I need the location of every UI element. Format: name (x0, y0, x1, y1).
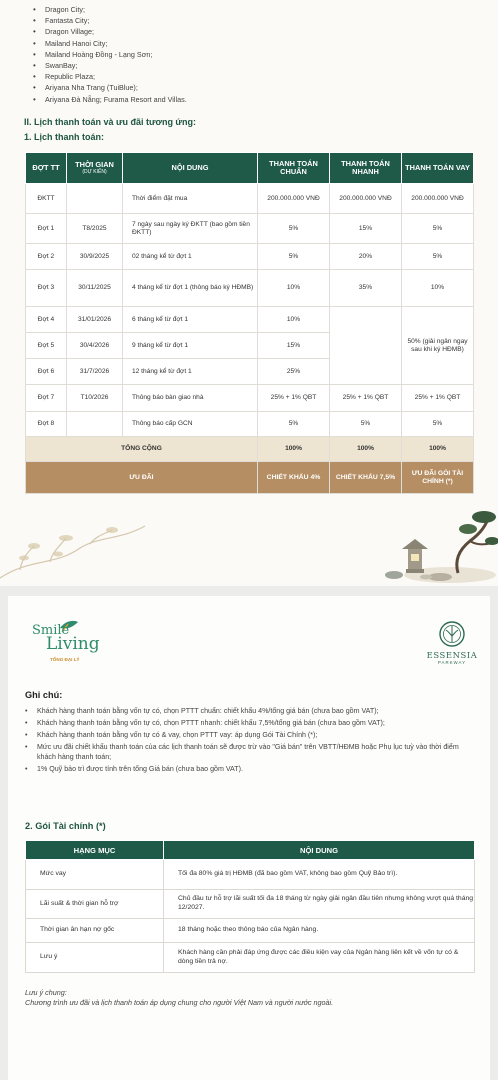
table-row (26, 214, 474, 244)
list-item: • Dragon Village; (33, 26, 473, 37)
cell-time (67, 184, 123, 214)
essensia-logo (426, 620, 478, 665)
cell-content: 18 tháng hoặc theo thông báo của Ngân hàng. (164, 919, 475, 943)
branch-illustration (0, 518, 150, 584)
cell-dot: Đợt 5 (26, 333, 67, 359)
incentive-standard: CHIẾT KHẤU 4% (258, 462, 330, 494)
cell-time: T10/2026 (67, 385, 123, 412)
list-item: • Fantasta City; (33, 15, 473, 26)
header-time-label: THỜI GIAN (75, 159, 114, 169)
incentive-loan: ƯU ĐÃI GÓI TÀI CHÍNH (*) (402, 462, 474, 494)
logo-living: Living (46, 634, 100, 654)
table-row (26, 385, 474, 412)
table-row (26, 919, 475, 943)
cell-dot: Đợt 6 (26, 359, 67, 385)
cell-standard: 5% (258, 244, 330, 270)
cell-fast: 5% (330, 412, 402, 437)
cell-standard: 15% (258, 333, 330, 359)
table-header-row (26, 841, 475, 860)
cell-loan: 5% (402, 412, 474, 437)
emblem-icon (438, 620, 466, 648)
table-header-row (26, 153, 474, 184)
cell-fast: 20% (330, 244, 402, 270)
table-row (26, 890, 475, 919)
logo-essensia: ESSENSIA (426, 650, 478, 660)
cell-content: Thời điểm đặt mua (123, 184, 258, 214)
general-note-text: Chương trình ưu đãi và lịch thanh toán áp dụng chung cho người Việt Nam và người nước ngoài. (25, 997, 334, 1007)
total-row (26, 437, 474, 462)
project-list (33, 4, 473, 105)
table-row (26, 270, 474, 307)
cell-loan: 25% + 1% QBT (402, 385, 474, 412)
table-row (26, 244, 474, 270)
note-item: • Khách hàng thanh toán bằng vốn tự có, chọn PTTT nhanh: chiết khấu 7,5%/tổng giá bán (chưa bao gồm VAT); (25, 718, 471, 728)
cell-fast: 200.000.000 VNĐ (330, 184, 402, 214)
table-row (26, 943, 475, 973)
list-item: • Mailand Hoàng Đồng - Lạng Sơn; (33, 49, 473, 60)
cell-time: T8/2025 (67, 214, 123, 244)
cell-fast-empty (330, 307, 402, 385)
logo-smile: Smile (32, 623, 70, 638)
cell-content: Thông báo bàn giao nhà (123, 385, 258, 412)
logo-sub: TỔNG ĐẠI LÝ (50, 657, 80, 662)
cell-content: 7 ngày sau ngày ký ĐKTT (bao gồm tiền ĐKTT) (123, 214, 258, 244)
cell-dot: Đợt 7 (26, 385, 67, 412)
cell-content: 9 tháng kể từ đợt 1 (123, 333, 258, 359)
total-label: TỔNG CỘNG (26, 437, 258, 462)
header-time-sub: (DỰ KIẾN) (82, 169, 107, 176)
finance-title: 2. Gói Tài chính (*) (25, 821, 106, 831)
cell-item: Mức vay (26, 860, 164, 890)
cell-standard: 10% (258, 307, 330, 333)
cell-item: Lưu ý (26, 943, 164, 973)
list-item: • SwanBay; (33, 60, 473, 71)
cell-content: 4 tháng kể từ đợt 1 (thông báo ký HĐMB) (123, 270, 258, 307)
finance-table (25, 840, 475, 973)
cell-loan: 5% (402, 214, 474, 244)
cell-item: Lãi suất & thời gian hỗ trợ (26, 890, 164, 919)
cell-dot: Đợt 1 (26, 214, 67, 244)
header-standard: THANH TOÁN CHUẨN (258, 153, 330, 184)
table-row (26, 412, 474, 437)
cell-content: Thông báo cấp GCN (123, 412, 258, 437)
list-item: • Mailand Hanoi City; (33, 38, 473, 49)
list-item: • Ariyana Nha Trang (TuiBlue); (33, 82, 473, 93)
cell-dot: Đợt 8 (26, 412, 67, 437)
cell-time: 30/4/2026 (67, 333, 123, 359)
table-row (26, 184, 474, 214)
note-item: • Mức ưu đãi chiết khấu thanh toán của các lịch thanh toán sẽ được trừ vào "Giá bán" trên VBTT/HĐMB hoặc Phụ lục tuỳ vào thời điểm khách hàng thanh toán; (25, 742, 471, 762)
header-dot: ĐỢT TT (26, 153, 67, 184)
cell-standard: 25% (258, 359, 330, 385)
cell-content: Tối đa 80% giá trị HĐMB (đã bao gồm VAT, không bao gồm Quỹ Bảo trì). (164, 860, 475, 890)
general-note (25, 988, 475, 1007)
list-item: • Republic Plaza; (33, 71, 473, 82)
total-fast: 100% (330, 437, 402, 462)
cell-fast: 25% + 1% QBT (330, 385, 402, 412)
cell-content: 6 tháng kể từ đợt 1 (123, 307, 258, 333)
cell-loan: 10% (402, 270, 474, 307)
cell-standard: 5% (258, 214, 330, 244)
cell-dot: Đợt 3 (26, 270, 67, 307)
table-row (26, 860, 475, 890)
page-two (8, 596, 490, 1080)
incentive-label: ƯU ĐÃI (26, 462, 258, 494)
section-title: II. Lịch thanh toán và ưu đãi tương ứng: (24, 117, 196, 127)
payment-schedule-table (25, 152, 474, 494)
cell-loan-merged: 50% (giải ngân ngay sau khi ký HĐMB) (402, 307, 474, 385)
table-row (26, 307, 474, 333)
cell-standard: 10% (258, 270, 330, 307)
cell-standard: 200.000.000 VNĐ (258, 184, 330, 214)
notes-title: Ghi chú: (25, 690, 63, 700)
total-loan: 100% (402, 437, 474, 462)
subsection-title: 1. Lịch thanh toán: (24, 132, 104, 142)
cell-loan: 5% (402, 244, 474, 270)
general-note-title: Lưu ý chung: (25, 988, 67, 997)
cell-dot: ĐKTT (26, 184, 67, 214)
list-item: • Ariyana Đà Nẵng; Furama Resort and Villas. (33, 94, 473, 105)
note-item: • Khách hàng thanh toán bằng vốn tự có, chọn PTTT chuẩn: chiết khấu 4%/tổng giá bán (chưa bao gồm VAT); (25, 706, 471, 716)
note-item: • 1% Quỹ bảo trì được tính trên tổng Giá bán (chưa bao gồm VAT). (25, 764, 471, 774)
incentive-row (26, 462, 474, 494)
cell-content: 12 tháng kể từ đợt 1 (123, 359, 258, 385)
cell-dot: Đợt 4 (26, 307, 67, 333)
header-fast: THANH TOÁN NHANH (330, 153, 402, 184)
incentive-fast: CHIẾT KHẤU 7,5% (330, 462, 402, 494)
header-time (67, 153, 123, 184)
smile-living-logo (32, 618, 104, 671)
logo-parkway: PARKWAY (437, 660, 467, 665)
cell-loan: 200.000.000 VNĐ (402, 184, 474, 214)
cell-dot: Đợt 2 (26, 244, 67, 270)
cell-item: Thời gian ân hạn nợ gốc (26, 919, 164, 943)
cell-time: 31/01/2026 (67, 307, 123, 333)
notes-list (25, 706, 471, 776)
cell-time: 30/9/2025 (67, 244, 123, 270)
header-item: HẠNG MỤC (26, 841, 164, 860)
cell-time: 30/11/2025 (67, 270, 123, 307)
cell-standard: 5% (258, 412, 330, 437)
cell-standard: 25% + 1% QBT (258, 385, 330, 412)
cell-content: 02 tháng kể từ đợt 1 (123, 244, 258, 270)
cell-content: Chủ đầu tư hỗ trợ lãi suất tối đa 18 tháng từ ngày giải ngân đầu tiên nhưng không vượt quá tháng 12/2027. (164, 890, 475, 919)
cell-fast: 35% (330, 270, 402, 307)
cell-content: Khách hàng cần phải đáp ứng được các điều kiện vay của Ngân hàng liên kết về vốn tự có & dòng tiền trả nợ. (164, 943, 475, 973)
cell-time (67, 412, 123, 437)
cell-fast: 15% (330, 214, 402, 244)
bonsai-illustration (380, 505, 498, 585)
list-item: • Dragon City; (33, 4, 473, 15)
cell-time: 31/7/2026 (67, 359, 123, 385)
header-loan: THANH TOÁN VAY (402, 153, 474, 184)
header-content: NỘI DUNG (164, 841, 475, 860)
total-standard: 100% (258, 437, 330, 462)
header-content: NỘI DUNG (123, 153, 258, 184)
note-item: • Khách hàng thanh toán bằng vốn tự có & vay, chọn PTTT vay: áp dụng Gói Tài Chính (*); (25, 730, 471, 740)
